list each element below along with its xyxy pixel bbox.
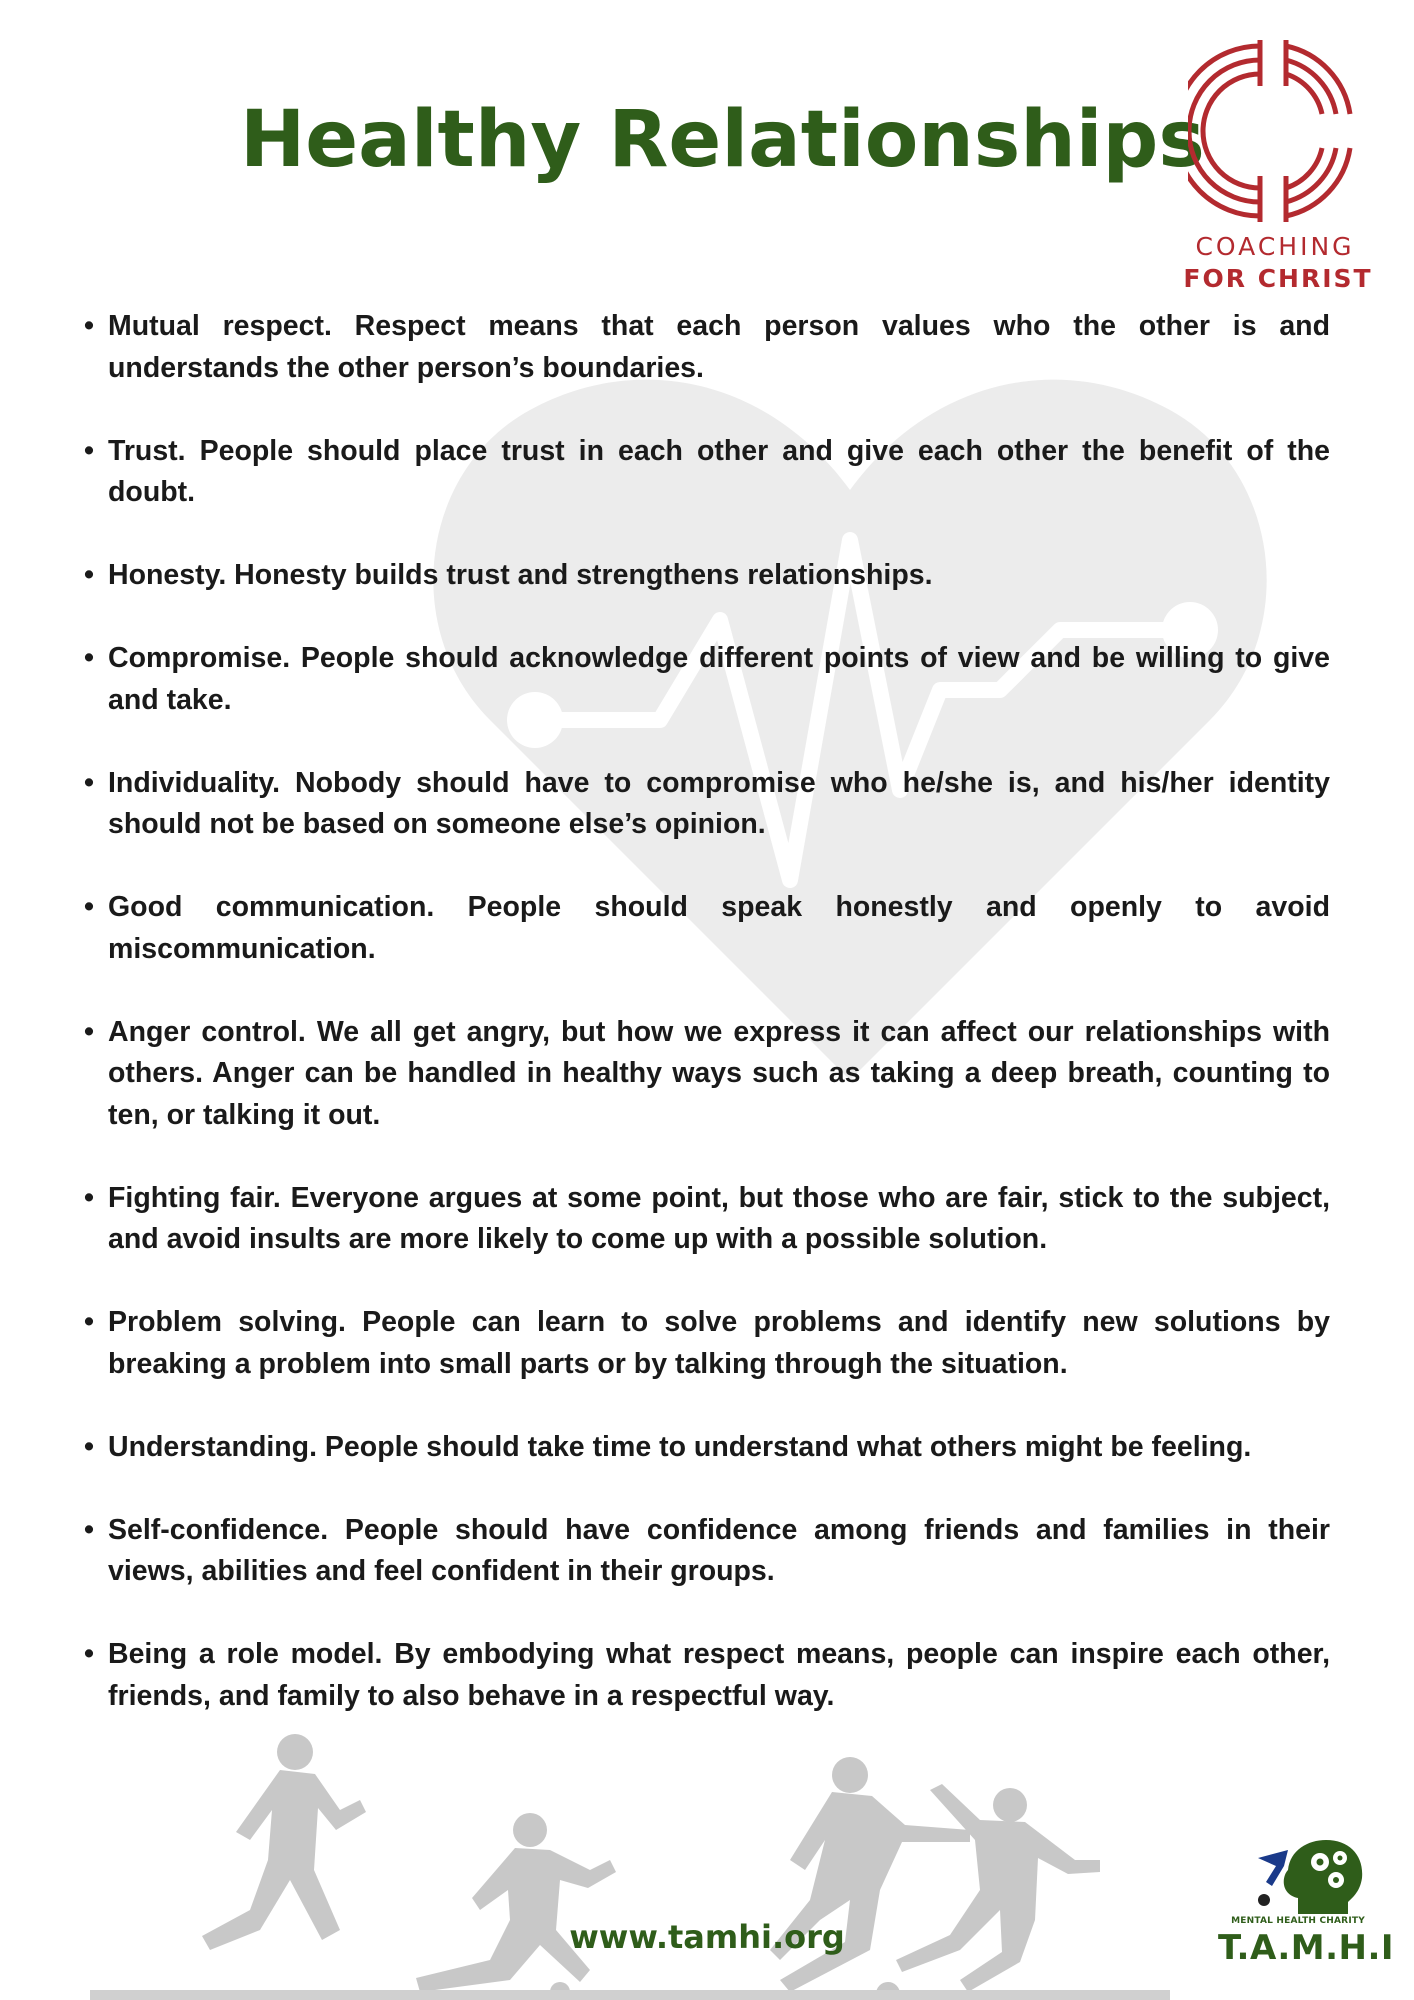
list-item: • Anger control. We all get angry, but how we express it can affect our relationships with others. Anger can be handled in healthy ways such as taking a deep breath, counting to ten, or talking it out. (84, 1012, 1330, 1137)
charity-name: T.A.M.H.I (1218, 1928, 1395, 1968)
grass-strip (90, 1990, 1170, 2000)
charity-tagline: MENTAL HEALTH CHARITY (1231, 1916, 1365, 1926)
list-item: • Problem solving. People can learn to solve problems and identify new solutions by breaking a problem into small parts or by talking through the situation. (84, 1302, 1330, 1385)
list-item: • Being a role model. By embodying what respect means, people can inspire each other, friends, and family to also behave in a respectful way. (84, 1634, 1330, 1717)
coaching-for-christ-logo (1180, 36, 1380, 296)
website-link[interactable]: www.tamhi.org (569, 1918, 845, 1956)
page-title: Healthy Relationships (240, 95, 1205, 185)
relationship-tips-list (84, 306, 1330, 1759)
list-item: • Trust. People should place trust in each other and give each other the benefit of the doubt. (84, 431, 1330, 514)
list-item: • Mutual respect. Respect means that each person values who the other is and understands the other person’s boundaries. (84, 306, 1330, 389)
list-item: • Self-confidence. People should have confidence among friends and families in their views, abilities and feel confident in their groups. (84, 1510, 1330, 1593)
head-gears-icon (1258, 1836, 1368, 1916)
list-item: • Honesty. Honesty builds trust and strengthens relationships. (84, 555, 1330, 597)
list-item: • Good communication. People should speak honestly and openly to avoid miscommunication. (84, 887, 1330, 970)
list-item: • Individuality. Nobody should have to compromise who he/she is, and his/her identity should not be based on someone else’s opinion. (84, 763, 1330, 846)
list-item: • Compromise. People should acknowledge different points of view and be willing to give and take. (84, 638, 1330, 721)
list-item: • Fighting fair. Everyone argues at some point, but those who are fair, stick to the subject, and avoid insults are more likely to come up with a possible solution. (84, 1178, 1330, 1261)
logo-line-coaching: COACHING (1195, 232, 1355, 261)
list-item: • Understanding. People should take time to understand what others might be feeling. (84, 1427, 1330, 1469)
logo-line-for-christ: FOR CHRIST (1183, 264, 1373, 293)
cfc-mark-icon (1188, 36, 1358, 226)
tamhi-logo (1218, 1836, 1395, 1996)
football-players-silhouette (90, 1730, 1170, 2000)
